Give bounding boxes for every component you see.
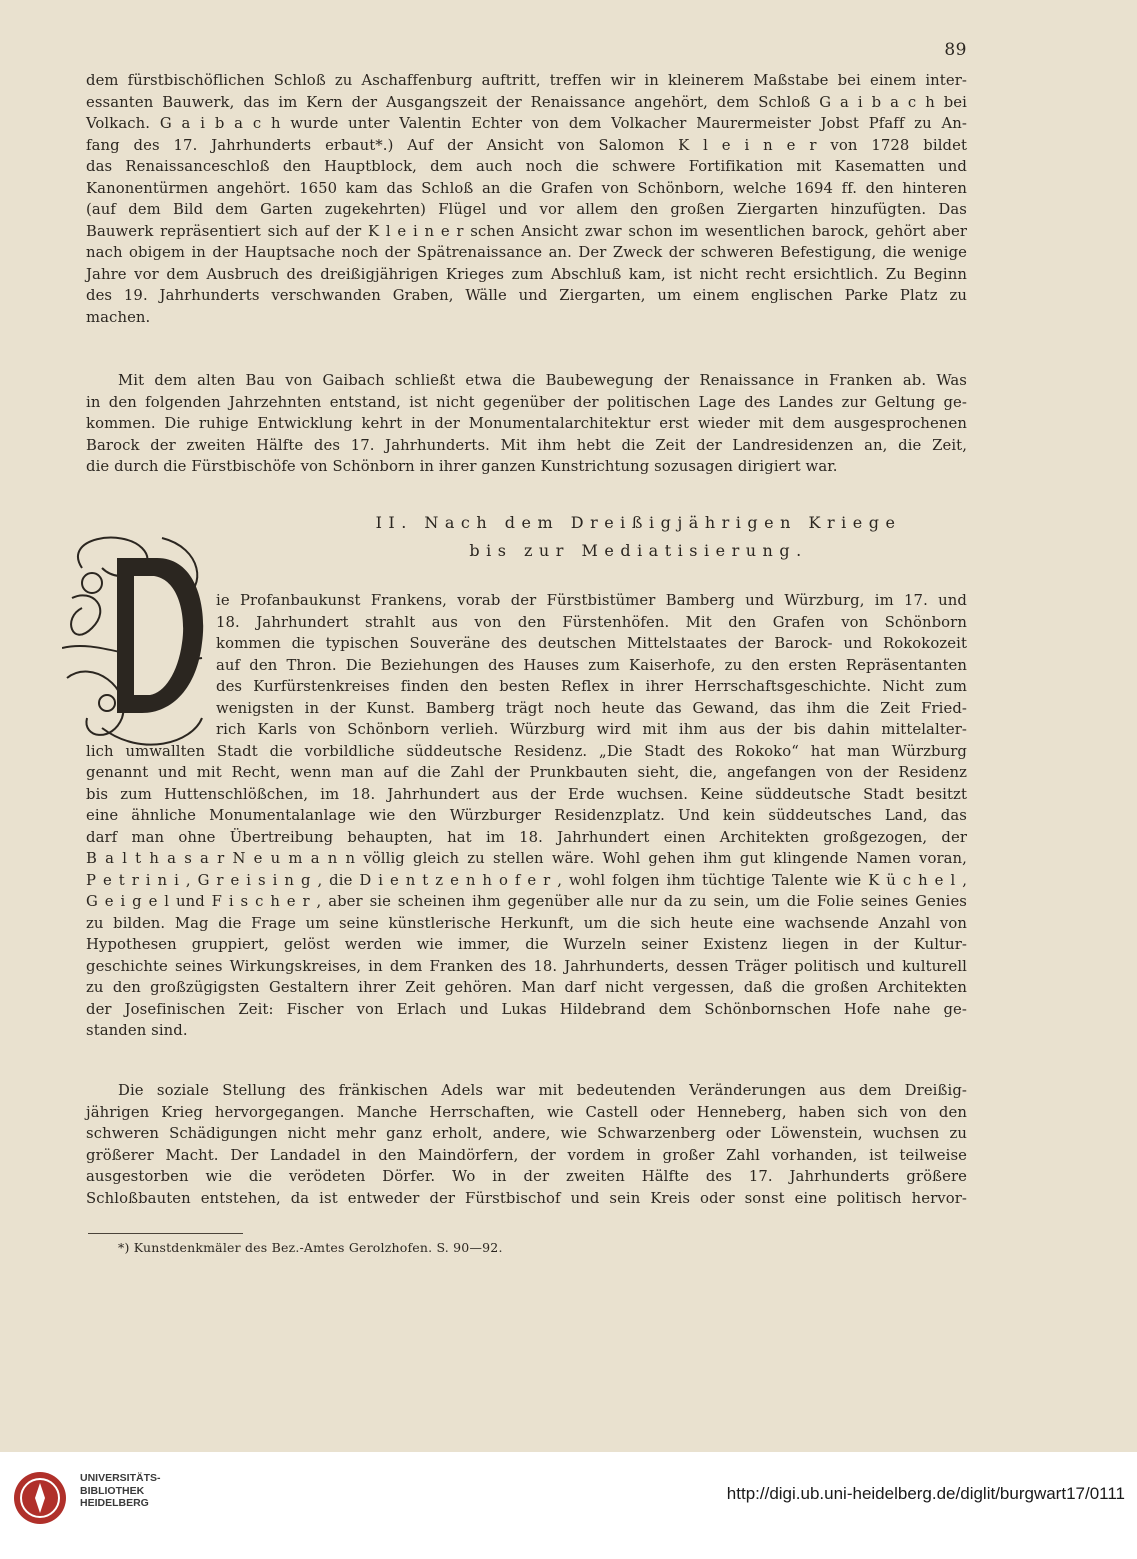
- text-line: bis zum Huttenschlößchen, im 18. Jahrhundert aus der Erde wuchsen. Keine süddeutsche Stadt besitzt: [86, 785, 967, 803]
- text-line: Die soziale Stellung des fränkischen Adels war mit bedeutenden Veränderungen aus dem Dreißig-: [118, 1082, 967, 1099]
- text-line: zu bilden. Mag die Frage um seine künstlerische Herkunft, um die sich heute eine wachsende Anzahl von: [86, 914, 967, 932]
- text-line: geschichte seines Wirkungskreises, in dem Franken des 18. Jahrhunderts, dessen Träger politisch und kulturell: [86, 957, 967, 975]
- text-line: Mit dem alten Bau von Gaibach schließt etwa die Baubewegung der Renaissance in Franken ab. Was: [118, 372, 967, 389]
- paragraph-adel: [0, 1080, 1137, 1209]
- text-line: genannt und mit Recht, wenn man auf die Zahl der Prunkbauten sieht, die, angefangen von der Residenz: [86, 764, 967, 781]
- text-line: lich umwallten Stadt die vorbildliche süddeutsche Residenz. „Die Stadt des Rokoko“ hat man Würzburg: [86, 742, 967, 760]
- text-line: Bauwerk repräsentiert sich auf der K l e i n e r schen Ansicht zwar schon im wesentlichen barock, gehört aber: [86, 222, 967, 240]
- text-line: auf den Thron. Die Beziehungen des Hauses zum Kaiserhofe, zu den ersten Repräsentanten: [216, 656, 967, 674]
- text-line: (auf dem Bild dem Garten zugekehrten) Flügel und vor allem den großen Ziergarten hinzufügten. Das: [86, 201, 967, 218]
- page-number: 89: [944, 40, 967, 60]
- text-line: zu den großzügigsten Gestaltern ihrer Zeit gehören. Man darf nicht vergessen, daß die großen Architekten: [86, 979, 967, 996]
- institution-line-3: HEIDELBERG: [80, 1497, 149, 1509]
- paragraph-gaibach: [0, 70, 1137, 328]
- footnote-rule: [88, 1233, 243, 1234]
- section-heading: II. Nach dem Dreißigjährigen Kriege: [375, 513, 902, 532]
- text-line: fang des 17. Jahrhunderts erbaut*.) Auf der Ansicht von Salomon K l e i n e r von 1728 bildet: [86, 136, 967, 154]
- source-url-link[interactable]: http://digi.ub.uni-heidelberg.de/diglit/burgwart17/0111: [726, 1484, 1125, 1503]
- text-line: dem fürstbischöflichen Schloß zu Aschaffenburg auftritt, treffen wir in kleinerem Maßstabe bei einem inter-: [86, 72, 967, 89]
- paragraph-renaissance-end: [0, 370, 1137, 478]
- text-line: nach obigem in der Hauptsache noch der Spätrenaissance an. Der Zweck der schweren Befestigung, die wenige: [86, 244, 967, 261]
- text-line: kommen. Die ruhige Entwicklung kehrt in der Monumentalarchitektur erst wieder mit dem ausgesprochenen: [86, 415, 967, 432]
- text-line: Schloßbauten entstehen, da ist entweder der Fürstbischof und sein Kreis oder sonst eine politisch hervor-: [86, 1189, 967, 1207]
- text-line: des Kurfürstenkreises finden den besten Reflex in ihrer Herrschaftsgeschichte. Nicht zum: [216, 678, 967, 695]
- text-line: P e t r i n i , G r e i s i n g , die D i e n t z e n h o f e r , wohl folgen ihm tüchtige Talente wie K ü c h e l ,: [86, 871, 967, 889]
- text-line: Jahre vor dem Ausbruch des dreißigjährigen Krieges zum Abschluß kam, ist nicht recht ersichtlich. Zu Beginn: [86, 265, 967, 283]
- text-line: essanten Bauwerk, das im Kern der Ausgangszeit der Renaissance angehört, dem Schloß G a i b a c h bei: [86, 93, 967, 111]
- text-line: schweren Schädigungen nicht mehr ganz erholt, andere, wie Schwarzenberg oder Löwenstein, wuchsen zu: [86, 1125, 967, 1142]
- university-seal-icon: [12, 1470, 68, 1526]
- paragraph-profanbaukunst: [0, 590, 1137, 1042]
- text-line: B a l t h a s a r N e u m a n n völlig gleich zu stellen wäre. Wohl gehen ihm gut klingende Namen voran,: [86, 850, 967, 867]
- text-line: Barock der zweiten Hälfte des 17. Jahrhunderts. Mit ihm hebt die Zeit der Landresidenzen an, die Zeit,: [86, 436, 967, 454]
- footer-bar: [0, 1452, 1137, 1559]
- text-line: 18. Jahrhundert strahlt aus von den Fürstenhöfen. Mit den Grafen von Schönborn: [216, 613, 967, 631]
- institution-line-1: UNIVERSITÄTS-: [80, 1472, 161, 1484]
- section-subheading: bis zur Mediatisierung.: [469, 541, 808, 560]
- text-line: ie Profanbaukunst Frankens, vorab der Fürstbistümer Bamberg und Würzburg, im 17. und: [216, 592, 967, 609]
- institution-name: [80, 1472, 161, 1510]
- text-line: standen sind.: [86, 1022, 188, 1039]
- text-line: Kanonentürmen angehört. 1650 kam das Schloß an die Grafen von Schönborn, welche 1694 ff. den hinteren: [86, 179, 967, 197]
- text-line: machen.: [86, 308, 151, 326]
- text-line: jährigen Krieg hervorgegangen. Manche Herrschaften, wie Castell oder Henneberg, haben sich von den: [86, 1103, 967, 1121]
- text-line: Volkach. G a i b a c h wurde unter Valentin Echter von dem Volkacher Maurermeister Jobst Pfaff zu An-: [86, 115, 967, 132]
- text-line: Hypothesen gruppiert, gelöst werden wie immer, die Wurzeln seiner Existenz liegen in der Kultur-: [86, 936, 967, 953]
- text-line: darf man ohne Übertreibung behaupten, hat im 18. Jahrhundert einen Architekten großgezogen, der: [86, 828, 967, 846]
- text-line: ausgestorben wie die verödeten Dörfer. Wo in der zweiten Hälfte des 17. Jahrhunderts größere: [86, 1168, 967, 1185]
- text-line: eine ähnliche Monumentalanlage wie den Würzburger Residenzplatz. Und kein süddeutsches Land, das: [86, 807, 967, 824]
- text-line: G e i g e l und F i s c h e r , aber sie scheinen ihm gegenüber alle nur da zu sein, um die Folie seines Genies: [86, 893, 967, 910]
- text-line: rich Karls von Schönborn verlieh. Würzburg wird mit ihm aus der bis dahin mittelalter-: [216, 721, 967, 738]
- text-line: des 19. Jahrhunderts verschwanden Graben, Wälle und Ziergarten, um einem englischen Parke Platz zu: [86, 287, 967, 304]
- institution-line-2: BIBLIOTHEK: [80, 1484, 145, 1497]
- text-line: das Renaissanceschloß den Hauptblock, dem auch noch die schwere Fortifikation mit Kasematten und: [86, 158, 967, 175]
- text-line: größerer Macht. Der Landadel in den Maindörfern, der vordem in großer Zahl vorhanden, ist teilweise: [86, 1146, 967, 1164]
- text-line: in den folgenden Jahrzehnten entstand, ist nicht gegenüber der politischen Lage des Landes zur Geltung ge-: [86, 393, 967, 411]
- text-line: wenigsten in der Kunst. Bamberg trägt noch heute das Gewand, das ihm die Zeit Fried-: [216, 699, 967, 717]
- text-line: der Josefinischen Zeit: Fischer von Erlach und Lukas Hildebrand dem Schönbornschen Hofe nahe ge-: [86, 1000, 967, 1018]
- text-line: kommen die typischen Souveräne des deutschen Mittelstaates der Barock- und Rokokozeit: [216, 635, 967, 652]
- footnote: *) Kunstdenkmäler des Bez.-Amtes Gerolzhofen. S. 90—92.: [118, 1240, 503, 1255]
- text-line: die durch die Fürstbischöfe von Schönborn in ihrer ganzen Kunstrichtung sozusagen dirigiert war.: [86, 458, 838, 475]
